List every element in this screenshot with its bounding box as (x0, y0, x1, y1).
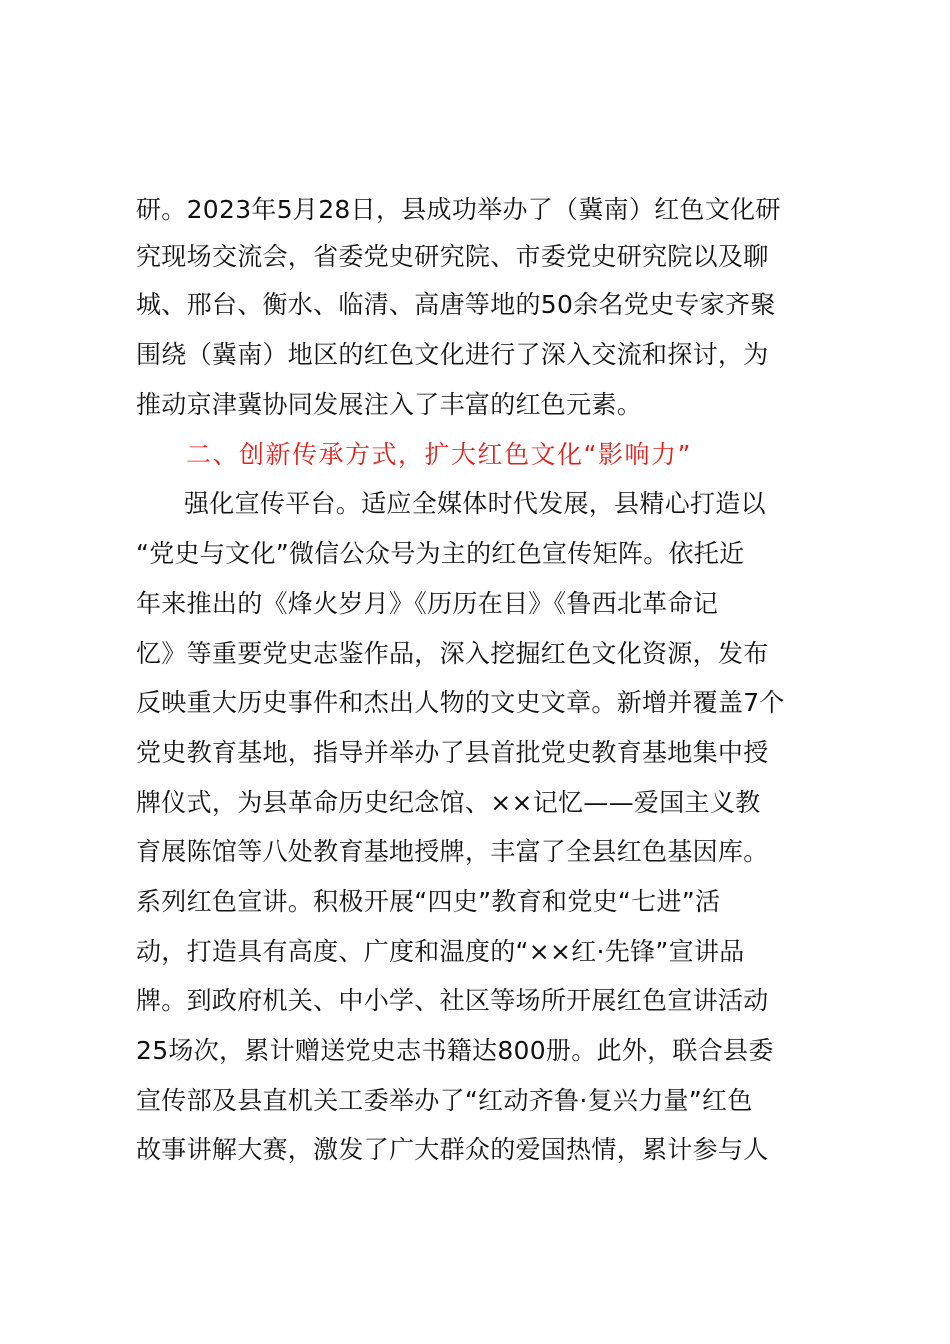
paragraph-line: 育展陈馆等八处教育基地授牌，丰富了全县红色基因库。 (136, 837, 769, 866)
paragraph-line: 宣传部及县直机关工委举办了“红动齐鲁·复兴力量”红色 (136, 1086, 753, 1115)
paragraph-line: 城、邢台、衡水、临清、高唐等地的50余名党史专家齐聚 (136, 290, 776, 319)
paragraph-line: 25场次，累计赠送党史志书籍达800册。此外，联合县委 (136, 1036, 774, 1065)
section-heading: 二、创新传承方式，扩大红色文化“影响力” (186, 440, 692, 469)
paragraph-line: 强化宣传平台。适应全媒体时代发展，县精心打造以 (184, 489, 766, 518)
paragraph-line: 研。2023年5月28日，县成功举办了（冀南）红色文化研 (136, 195, 781, 224)
paragraph-line: 牌仪式，为县革命历史纪念馆、××记忆——爱国主义教 (136, 788, 761, 817)
paragraph-line: 究现场交流会，省委党史研究院、市委党史研究院以及聊 (136, 242, 769, 271)
paragraph-line: 故事讲解大赛，激发了广大群众的爱国热情，累计参与人 (136, 1135, 769, 1164)
paragraph-line: 党史教育基地，指导并举办了县首批党史教育基地集中授 (136, 738, 769, 767)
paragraph-line: 动，打造具有高度、广度和温度的“××红·先锋”宣讲品 (136, 937, 745, 966)
paragraph-line: 系列红色宣讲。积极开展“四史”教育和党史“七进”活 (136, 887, 721, 916)
paragraph-line: 反映重大历史事件和杰出人物的文史文章。新增并覆盖7个 (136, 688, 785, 717)
paragraph-line: 忆》等重要党史志鉴作品，深入挖掘红色文化资源，发布 (136, 639, 769, 668)
paragraph-line: 围绕（冀南）地区的红色文化进行了深入交流和探讨，为 (136, 340, 769, 369)
paragraph-line: 推动京津冀协同发展注入了丰富的红色元素。 (136, 390, 643, 419)
paragraph-line: 牌。到政府机关、中小学、社区等场所开展红色宣讲活动 (136, 986, 769, 1015)
paragraph-line: “党史与文化”微信公众号为主的红色宣传矩阵。依托近 (136, 539, 745, 568)
paragraph-line: 年来推出的《烽火岁月》《历历在目》《鲁西北革命记 (136, 589, 719, 618)
